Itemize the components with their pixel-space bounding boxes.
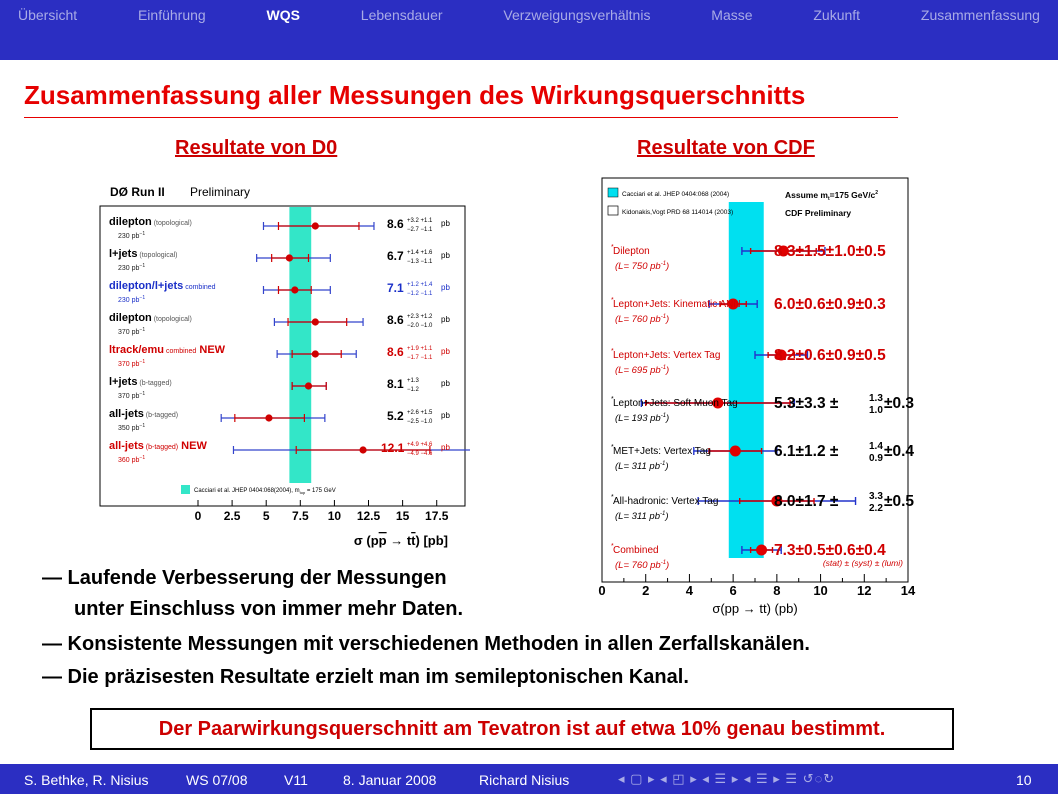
- d0-row-unit-5: pb: [441, 347, 450, 356]
- d0-run-label: DØ Run II: [110, 185, 165, 199]
- cdf-row-result-2: 6.0±0.6±0.9±0.3: [774, 296, 886, 313]
- d0-x-axis-label-part: p: [378, 533, 387, 548]
- d0-status-label: Preliminary: [190, 185, 251, 199]
- cdf-row-name-1: Dilepton: [613, 246, 650, 257]
- d0-row-name-5: ltrack/emu: [109, 344, 165, 356]
- cdf-row-star-6: *: [611, 494, 614, 501]
- cdf-row-lumi-close-1: ): [666, 261, 670, 272]
- d0-row-name-3: dilepton/l+jets: [109, 280, 184, 292]
- d0-row-value-6: 8.1: [387, 377, 404, 391]
- d0-row-err-up-5: +1.9 +1.1: [407, 346, 433, 352]
- d0-row-lumi-3: 230 $pb^{-1}$: [118, 295, 146, 304]
- d0-row-unit-4: pb: [441, 315, 450, 324]
- d0-row-err-up-2: +1.4 +1.6: [407, 250, 433, 256]
- d0-row-lumi-exp-8: −1: [139, 455, 146, 461]
- d0-x-axis-label-part: t: [411, 533, 416, 548]
- d0-row-lumi-4: 370 $pb^{-1}$: [118, 327, 146, 336]
- cdf-legend-swatch-1: [608, 188, 618, 197]
- cdf-row-name-6: All-hadronic: Vertex Tag: [613, 496, 719, 507]
- nav-item-zusammenfassung[interactable]: Zusammenfassung: [920, 7, 1040, 23]
- cdf-row-result-sub-6: 2.2: [869, 503, 883, 514]
- cdf-x-tick-label-7: 12: [857, 583, 872, 598]
- cdf-row-lumi-close-4: ): [666, 413, 670, 424]
- d0-row-value-2: 6.7: [387, 249, 404, 263]
- d0-row-err-up-1: +3.2 +1.1: [407, 218, 433, 224]
- cdf-x-axis-label: σ(pp → tt) (pb): [712, 601, 798, 616]
- d0-row-lumi-1: 230 $pb^{-1}$: [118, 231, 146, 240]
- bullet-2: — Konsistente Messungen mit verschiedenen Methoden in allen Zerfallskanälen.: [42, 633, 810, 655]
- d0-x-tick-label-2: 2.5: [223, 509, 241, 523]
- d0-row-label-5: [109, 344, 226, 356]
- cdf-row-star-4: *: [611, 396, 614, 403]
- cdf-row-lumi-7: (L= 760 $pb^{-1}$): [615, 560, 670, 571]
- d0-row-unit-3: pb: [441, 283, 450, 292]
- d0-row-err-down-7: −2.5 −1.0: [407, 419, 433, 425]
- d0-row-label-8: [109, 440, 207, 452]
- cdf-x-tick-label-3: 4: [685, 583, 694, 598]
- d0-row-err-down-4: −2.0 −1.0: [407, 323, 433, 329]
- cdf-legend-label-2: Kidonakis,Vogt PRD 68 114014 (2003): [622, 209, 734, 216]
- d0-x-tick-label-1: 0: [194, 509, 202, 523]
- d0-row-new-5: NEW: [196, 344, 226, 356]
- cdf-row-result-tail-5: ±0.4: [884, 443, 915, 460]
- cdf-row-lumi-exp-6: -1: [660, 511, 666, 517]
- cdf-prelim-label: CDF Preliminary: [785, 208, 852, 218]
- d0-row-name-4: dilepton: [109, 312, 152, 324]
- cdf-row-lumi-6: (L= 311 $pb^{-1}$): [615, 511, 669, 522]
- d0-row-name-8: all-jets: [109, 440, 144, 452]
- cdf-row-result-sup-5: 1.4: [869, 441, 883, 452]
- d0-row-new-8: NEW: [178, 440, 207, 452]
- cdf-row-result-3: 8.2±0.6±0.9±0.5: [774, 347, 886, 364]
- cdf-assume-label: Assume $m_t=175$ GeV/$c^2$: [785, 190, 879, 202]
- d0-row-label-3: [109, 280, 216, 292]
- top-navigation: [0, 0, 1058, 60]
- d0-row-name-2: l+jets: [109, 248, 138, 260]
- d0-row-value-5: 8.6: [387, 345, 404, 359]
- d0-row-tag-8: (b-tagged): [143, 444, 179, 451]
- bullet-1-continued: unter Einschluss von immer mehr Daten.: [74, 598, 463, 620]
- footer-lecture: V11: [284, 772, 308, 788]
- cdf-row-lumi-exp-5: -1: [660, 461, 666, 467]
- d0-row-err-up-6: +1.3: [407, 378, 419, 384]
- footer-date: 8. Januar 2008: [343, 772, 437, 788]
- footer-bar: [0, 764, 1058, 794]
- cdf-row-result-sub-5: 0.9: [869, 453, 883, 464]
- cdf-row-name-3: Lepton+Jets: Vertex Tag: [613, 350, 721, 361]
- footer-authors: S. Bethke, R. Nisius: [24, 772, 149, 788]
- d0-row-tag-7: (b-tagged): [143, 412, 179, 419]
- cdf-row-result-main-4: 5.3±3.3 ±: [774, 395, 839, 412]
- cdf-x-tick-label-2: 2: [642, 583, 650, 598]
- cdf-results-chart: [596, 172, 918, 620]
- d0-row-value-1: 8.6: [387, 217, 404, 231]
- cdf-row-lumi-close-6: ): [665, 511, 669, 522]
- cdf-row-star-3: *: [611, 348, 614, 355]
- beamer-navigation-icons[interactable]: ◂ ▢ ▸ ◂ ◰ ▸ ◂ ☰ ▸ ◂ ☰ ▸ ☰ ↺◌↻: [618, 771, 836, 786]
- nav-item-lebensdauer[interactable]: Lebensdauer: [360, 7, 443, 23]
- cdf-row-lumi-2: (L= 760 $pb^{-1}$): [615, 314, 670, 325]
- cdf-legend-swatch-2: [608, 206, 618, 215]
- d0-row-lumi-2: 230 $pb^{-1}$: [118, 263, 146, 272]
- cdf-assume-sub: t: [828, 196, 830, 202]
- d0-row-lumi-exp-2: −1: [139, 263, 146, 269]
- cdf-row-result-4: [774, 395, 839, 412]
- d0-row-err-down-3: −1.2 −1.1: [407, 291, 433, 297]
- d0-point-8: [359, 446, 366, 453]
- title-underline: [24, 117, 898, 118]
- d0-row-name-7: all-jets: [109, 408, 144, 420]
- cdf-row-lumi-4: (L= 193 $pb^{-1}$): [615, 413, 670, 424]
- cdf-point-5: [730, 446, 741, 457]
- cdf-row-name-4: Lepton+Jets: Soft Muon Tag: [613, 398, 738, 409]
- cdf-row-name-7: Combined: [613, 545, 659, 556]
- cdf-row-result-tail-4: ±0.3: [884, 395, 915, 412]
- cdf-row-name-2: Lepton+Jets: Kinematic ANN: [613, 299, 741, 310]
- cdf-assume-tail: =175 GeV/c: [829, 190, 876, 200]
- cdf-heading: Resultate von CDF: [637, 137, 815, 159]
- d0-row-err-up-8: +4.9 +4.6: [407, 442, 433, 448]
- d0-row-label-7: [109, 408, 178, 420]
- cdf-row-lumi-3: (L= 695 $pb^{-1}$): [615, 365, 670, 376]
- d0-row-tag-5: combined: [164, 348, 197, 355]
- d0-x-tick-label-7: 15: [395, 509, 410, 523]
- d0-row-value-8: 12.1: [381, 441, 405, 455]
- d0-x-axis-label-part: → t: [386, 533, 412, 548]
- d0-row-err-down-1: −2.7 −1.1: [407, 227, 433, 233]
- cdf-x-tick-label-6: 10: [813, 583, 828, 598]
- d0-heading: Resultate von D0: [175, 137, 338, 159]
- d0-row-tag-3: combined: [183, 284, 216, 291]
- d0-point-7: [265, 414, 272, 421]
- d0-x-axis-label-part: ) [pb]: [415, 533, 448, 548]
- d0-row-unit-6: pb: [441, 379, 450, 388]
- d0-band-legend-sub: top: [299, 490, 306, 495]
- bullet-1: — Laufende Verbesserung der Messungen: [42, 567, 447, 589]
- d0-row-lumi-exp-4: −1: [139, 327, 146, 333]
- cdf-row-result-tail-6: ±0.5: [884, 493, 915, 510]
- slide-title: Zusammenfassung aller Messungen des Wirkungsquerschnitts: [24, 80, 806, 110]
- d0-row-unit-2: pb: [441, 251, 450, 260]
- d0-row-label-2: [109, 248, 178, 260]
- cdf-row-lumi-1: (L= 750 $pb^{-1}$): [615, 261, 670, 272]
- d0-band-legend-swatch: [181, 485, 190, 494]
- cdf-row-lumi-exp-1: -1: [660, 261, 667, 267]
- cdf-x-tick-label-4: 6: [729, 583, 737, 598]
- cdf-row-result-1: 8.3±1.5±1.0±0.5: [774, 243, 886, 260]
- d0-x-tick-label-8: 17.5: [425, 509, 449, 523]
- d0-row-err-down-5: −1.7 −1.1: [407, 355, 433, 361]
- d0-row-unit-7: pb: [441, 411, 450, 420]
- d0-row-err-up-4: +2.3 +1.2: [407, 314, 433, 320]
- d0-row-value-4: 8.6: [387, 313, 404, 327]
- cdf-row-result-5: [774, 443, 839, 460]
- d0-point-6: [305, 382, 312, 389]
- cdf-row-lumi-exp-2: -1: [660, 314, 667, 320]
- nav-item-wqs[interactable]: WQS: [266, 7, 300, 23]
- d0-x-tick-label-6: 12.5: [356, 509, 381, 523]
- footer-term: WS 07/08: [186, 772, 248, 788]
- cdf-row-star-5: *: [611, 444, 614, 451]
- cdf-row-star-2: *: [611, 297, 614, 304]
- cdf-x-tick-label-5: 8: [773, 583, 781, 598]
- d0-row-err-down-6: −1.2: [407, 387, 419, 393]
- d0-row-unit-1: pb: [441, 219, 450, 228]
- d0-row-name-1: dilepton: [109, 216, 152, 228]
- cdf-row-star-7: *: [611, 543, 614, 550]
- d0-row-err-down-2: −1.3 −1.1: [407, 259, 433, 265]
- d0-x-tick-label-3: 5: [262, 509, 270, 523]
- cdf-row-result-main-5: 6.1±1.2 ±: [774, 443, 839, 460]
- cdf-uncertainty-footnote: (stat) ± (syst) ± (lumi): [822, 558, 903, 568]
- cdf-legend-label-1: Cacciari et al. JHEP 0404:068 (2004): [622, 191, 730, 198]
- cdf-row-lumi-close-3: ): [666, 365, 670, 376]
- d0-point-5: [312, 350, 319, 357]
- cdf-assume-sup: 2: [875, 190, 879, 196]
- d0-row-lumi-exp-6: −1: [139, 391, 146, 397]
- d0-band-legend-label: Cacciari et al. JHEP 0404:068(2004), $m_{top} = 175$ GeV: [194, 488, 336, 495]
- d0-row-err-down-8: −4.9 −4.6: [407, 451, 433, 457]
- d0-x-axis-label: [354, 533, 448, 548]
- conclusion-box: [90, 708, 954, 750]
- d0-row-label-6: [109, 376, 172, 388]
- cdf-row-lumi-exp-4: -1: [660, 413, 667, 419]
- conclusion-text: Der Paarwirkungsquerschnitt am Tevatron ist auf etwa 10% genau bestimmt.: [158, 717, 886, 740]
- cdf-row-result-sub-4: 1.0: [869, 405, 883, 416]
- d0-x-axis-label-part: σ (p: [353, 533, 379, 548]
- footer-speaker: Richard Nisius: [479, 772, 570, 788]
- nav-item-verzweigungsverhältnis[interactable]: Verzweigungsverhältnis: [503, 7, 651, 23]
- cdf-theory-band: [729, 202, 764, 558]
- d0-row-lumi-exp-3: −1: [139, 295, 146, 301]
- d0-point-1: [312, 222, 319, 229]
- cdf-point-7: [756, 545, 767, 556]
- d0-row-unit-8: pb: [441, 443, 450, 452]
- d0-row-tag-6: (b-tagged): [137, 380, 172, 387]
- cdf-row-star-1: *: [611, 244, 614, 251]
- d0-row-name-6: l+jets: [109, 376, 138, 388]
- d0-row-value-7: 5.2: [387, 409, 404, 423]
- d0-row-lumi-7: 350 $pb^{-1}$: [118, 423, 146, 432]
- d0-row-label-1: [109, 216, 192, 228]
- d0-x-tick-label-5: 10: [327, 509, 342, 523]
- d0-theory-band: [289, 207, 311, 483]
- d0-band-legend-tail: = 175 GeV: [305, 488, 336, 494]
- footer-page-number: 10: [1016, 772, 1032, 788]
- bullet-3: — Die präzisesten Resultate erzielt man im semileptonischen Kanal.: [42, 666, 689, 688]
- cdf-row-result-7: 7.3±0.5±0.6±0.4: [774, 542, 886, 559]
- d0-row-lumi-exp-7: −1: [139, 423, 146, 429]
- d0-row-tag-2: (topological): [137, 252, 178, 259]
- d0-row-tag-1: (topological): [151, 220, 192, 227]
- cdf-row-result-main-6: 8.0±1.7 ±: [774, 493, 839, 510]
- cdf-row-name-5: MET+Jets: Vertex Tag: [613, 446, 711, 457]
- cdf-row-lumi-close-2: ): [666, 314, 670, 325]
- nav-item-übersicht[interactable]: Übersicht: [18, 7, 78, 23]
- d0-row-tag-4: (topological): [151, 316, 192, 323]
- d0-row-lumi-8: 360 $pb^{-1}$: [118, 455, 146, 464]
- d0-results-chart: [98, 178, 470, 553]
- cdf-row-lumi-exp-3: -1: [660, 365, 667, 371]
- d0-row-label-4: [109, 312, 192, 324]
- cdf-row-result-6: [774, 493, 839, 510]
- cdf-x-tick-label-1: 0: [598, 583, 606, 598]
- d0-row-lumi-6: 370 $pb^{-1}$: [118, 391, 146, 400]
- nav-item-einführung[interactable]: Einführung: [137, 7, 206, 23]
- d0-row-err-up-7: +2.6 +1.5: [407, 410, 433, 416]
- d0-point-4: [312, 318, 319, 325]
- cdf-x-tick-label-8: 14: [900, 583, 916, 598]
- d0-point-2: [286, 254, 293, 261]
- cdf-row-result-sup-4: 1.3: [869, 393, 883, 404]
- d0-row-lumi-exp-1: −1: [139, 231, 146, 237]
- cdf-row-lumi-close-7: ): [666, 560, 670, 571]
- cdf-row-lumi-exp-7: -1: [660, 560, 667, 566]
- cdf-row-result-sup-6: 3.3: [869, 491, 883, 502]
- cdf-row-lumi-close-5: ): [665, 461, 669, 472]
- nav-item-masse[interactable]: Masse: [711, 7, 753, 23]
- cdf-row-lumi-5: (L= 311 $pb^{-1}$): [615, 461, 669, 472]
- d0-row-lumi-5: 370 $pb^{-1}$: [118, 359, 146, 368]
- d0-point-3: [291, 286, 298, 293]
- nav-item-zukunft[interactable]: Zukunft: [813, 7, 861, 23]
- d0-row-lumi-exp-5: −1: [139, 359, 146, 365]
- d0-x-tick-label-4: 7.5: [291, 509, 309, 523]
- d0-row-value-3: 7.1: [387, 281, 404, 295]
- d0-row-err-up-3: +1.2 +1.4: [407, 282, 433, 288]
